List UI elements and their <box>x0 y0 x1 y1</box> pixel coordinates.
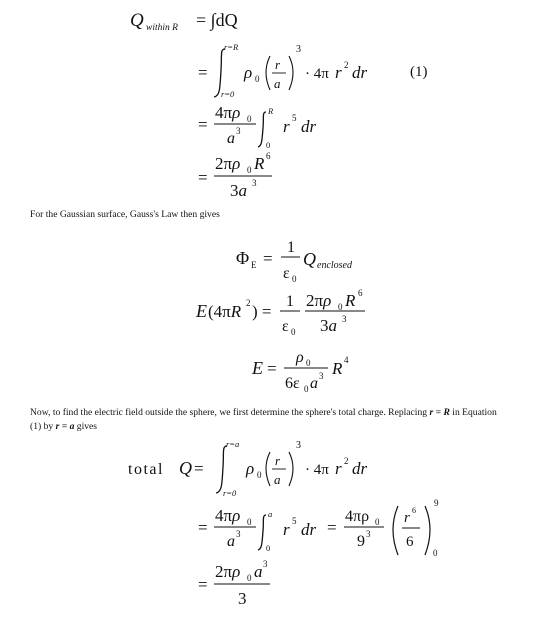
lower-limit: r=0 <box>221 89 235 99</box>
equals-sign: = <box>198 575 208 594</box>
left-paren <box>266 56 270 90</box>
exponent-2: 2 <box>344 60 349 70</box>
exponent-3: 3 <box>342 314 347 324</box>
denominator-a: a <box>227 533 235 550</box>
rho-subscript: 0 <box>338 302 343 312</box>
total-word: total <box>128 461 164 478</box>
rho-subscript: 0 <box>255 74 260 84</box>
equals-sign: = <box>267 359 277 378</box>
denominator-6: 6 <box>406 534 414 550</box>
gauss-intro-text: For the Gaussian surface, Gauss's Law then gives <box>30 209 220 220</box>
numerator-4pi-rho: 4πρ <box>345 508 370 525</box>
exponent-6: 6 <box>266 151 271 161</box>
right-paren <box>289 452 293 486</box>
denominator-a: a <box>227 130 235 147</box>
dr: dr <box>352 63 368 82</box>
dot-4pi: · 4π <box>305 66 329 82</box>
epsilon-subscript: 0 <box>304 384 309 394</box>
r-fifth: r <box>283 117 290 136</box>
rho-subscript: 0 <box>375 517 380 527</box>
text-part: Now, to find the electric field outside the sphere, we first determine the sphere's total charge. Replacing <box>30 407 430 418</box>
equation-total-charge <box>0 432 536 622</box>
lhs-Q: Q <box>130 10 144 31</box>
equals-sign: = <box>263 249 273 268</box>
upper-limit: a <box>268 509 273 519</box>
right-paren <box>425 506 430 555</box>
integral-sign <box>258 112 266 147</box>
text-part: in Equation (1) by <box>30 407 497 432</box>
upper-eval-limit: 9 <box>434 498 439 508</box>
rho: ρ <box>244 63 253 82</box>
denominator-6eps0a3: 6ε <box>285 375 300 392</box>
epsilon0: ε <box>282 318 289 335</box>
equals-sign: = <box>198 115 208 134</box>
epsilon-subscript: 0 <box>291 327 296 337</box>
integral-sign <box>258 515 266 550</box>
right-paren <box>289 56 293 90</box>
dr: dr <box>352 459 368 478</box>
exponent-3: 3 <box>319 371 324 381</box>
epsilon0: ε <box>283 265 290 282</box>
rho-subscript: 0 <box>306 358 311 368</box>
close-paren-equals: ) = <box>252 302 272 321</box>
rho-subscript: 0 <box>247 573 252 583</box>
R6: R <box>345 291 356 310</box>
fraction-a: a <box>274 76 281 91</box>
Q: Q <box>303 249 316 269</box>
rho-subscript: 0 <box>247 517 252 527</box>
equals-sign: = <box>198 63 208 82</box>
upper-limit: r=R <box>224 42 239 52</box>
exponent-3: 3 <box>366 529 371 539</box>
text-part: gives <box>74 421 98 432</box>
rho: ρ <box>246 459 255 478</box>
rho-subscript: 0 <box>247 165 252 175</box>
exponent-4: 4 <box>344 355 349 365</box>
R6: R <box>254 154 265 173</box>
equals-sign: = <box>327 518 337 537</box>
numerator-4pi-rho: 4πρ <box>215 506 241 525</box>
Q-subscript: enclosed <box>317 260 352 271</box>
exponent-5: 5 <box>292 516 297 526</box>
exponent-3: 3 <box>263 559 268 569</box>
lower-limit: r=0 <box>223 488 237 498</box>
left-paren <box>266 452 270 486</box>
phi-subscript: E <box>251 260 257 270</box>
R4: R <box>332 359 343 378</box>
numerator-2pi-rho-R6: 2πρ <box>306 291 332 310</box>
denominator-3: 3 <box>238 589 247 608</box>
dr: dr <box>301 520 317 539</box>
exponent-6: 6 <box>412 506 416 515</box>
paren-4piR: (4πR <box>208 302 242 321</box>
fraction-1: 1 <box>287 239 295 256</box>
exponent-2: 2 <box>344 456 349 466</box>
exponent-3: 3 <box>236 529 241 539</box>
upper-limit: R <box>268 106 274 116</box>
rho-subscript: 0 <box>247 114 252 124</box>
fraction-1: 1 <box>286 293 294 310</box>
r-squared: r <box>335 459 342 478</box>
numerator-4pi-rho: 4πρ <box>215 103 241 122</box>
lower-limit: 0 <box>266 543 271 553</box>
left-paren <box>393 506 398 555</box>
equation-number: (1) <box>410 64 428 80</box>
epsilon-subscript: 0 <box>292 274 297 284</box>
integral-sign <box>216 446 227 493</box>
phi: Φ <box>236 248 250 268</box>
r-fifth: r <box>283 520 290 539</box>
exponent-6: 6 <box>358 288 363 298</box>
equals-sign: = <box>194 459 204 478</box>
text-part: r = R <box>429 407 450 418</box>
outside-intro-text <box>30 406 510 434</box>
exponent-5: 5 <box>292 113 297 123</box>
lhs-subscript: within R <box>146 23 178 33</box>
dot-4pi: · 4π <box>305 462 329 478</box>
E: E <box>252 358 263 378</box>
equation-charge-within-R <box>0 0 536 205</box>
lower-eval-limit: 0 <box>433 548 438 558</box>
fraction-r: r <box>275 57 281 72</box>
r-squared: r <box>335 63 342 82</box>
E: E <box>196 301 207 321</box>
exponent-3: 3 <box>236 126 241 136</box>
lower-limit: 0 <box>266 140 271 150</box>
exponent-2: 2 <box>246 298 251 308</box>
denominator-9: 9 <box>357 533 365 550</box>
equation-gauss-law <box>0 222 536 402</box>
denominator-3a3: 3a <box>320 316 337 335</box>
dr: dr <box>301 117 317 136</box>
rho: ρ <box>296 349 304 366</box>
numerator-2pi-rho-R6: 2πρ <box>215 154 241 173</box>
a: a <box>310 375 318 392</box>
numerator-2pi-rho-a3: 2πρ <box>215 562 241 581</box>
equals-sign: = <box>198 168 208 187</box>
Q: Q <box>179 458 192 478</box>
exponent-3: 3 <box>296 440 301 451</box>
denominator-3a3: 3a <box>230 181 247 200</box>
exponent-3: 3 <box>296 44 301 55</box>
fraction-r: r <box>275 453 281 468</box>
text-part: r = a <box>55 421 75 432</box>
r6: r <box>404 510 410 526</box>
line1-rhs: = ∫dQ <box>196 10 238 30</box>
equals-sign: = <box>198 518 208 537</box>
upper-limit: r=a <box>226 439 240 449</box>
rho-subscript: 0 <box>257 470 262 480</box>
a: a <box>254 562 263 581</box>
fraction-a: a <box>274 472 281 487</box>
exponent-3: 3 <box>252 178 257 188</box>
